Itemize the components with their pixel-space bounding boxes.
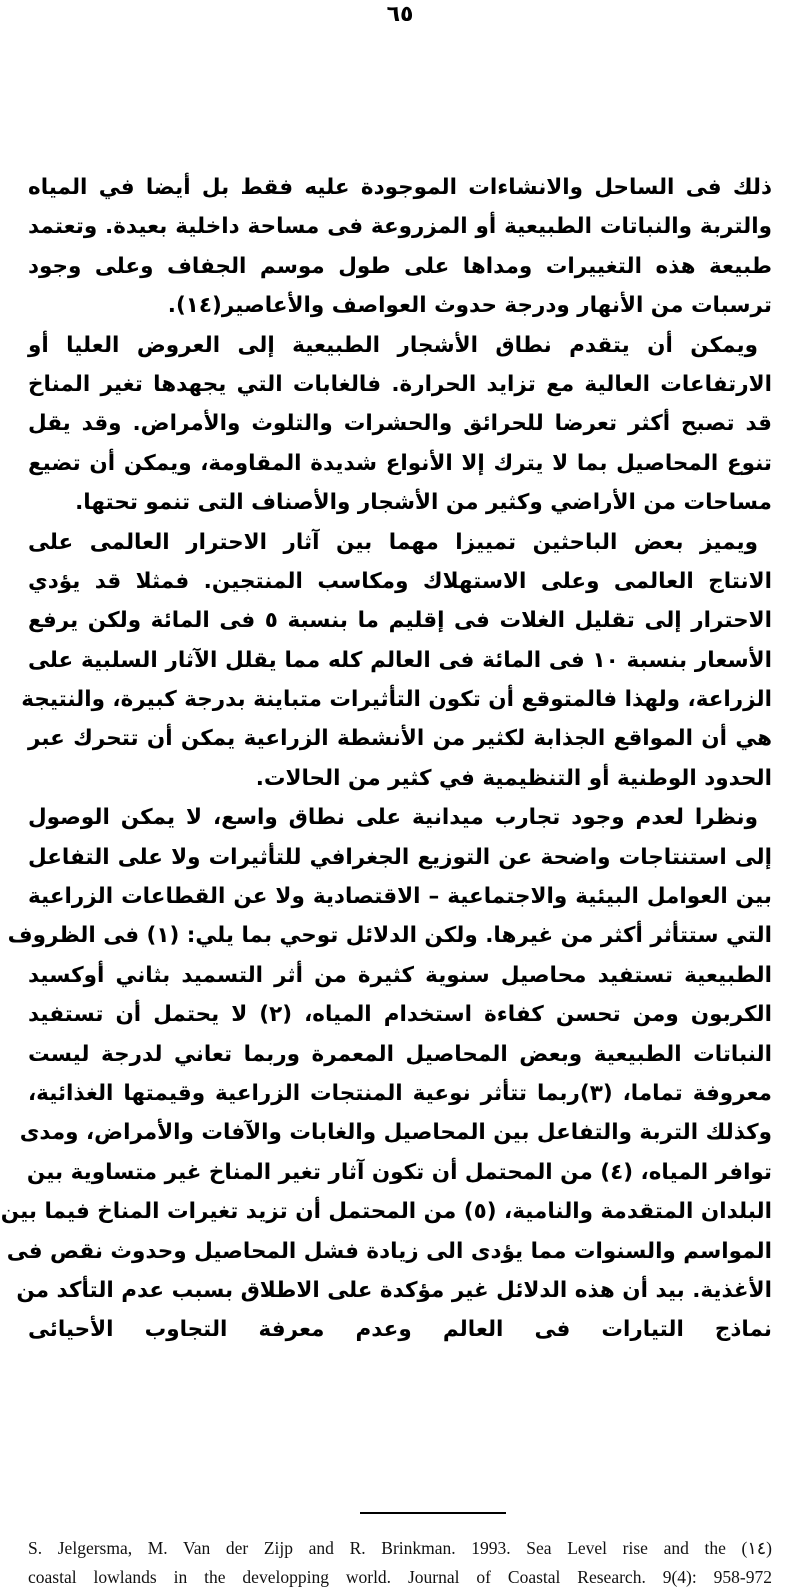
body-text: [0, 168, 773, 1350]
text-line: الحدود الوطنية أو التنظيمية في كثير من الحالات.: [255, 765, 772, 791]
text-line: التي ستتأثر أكثر من غيرها. ولكن الدلائل توحي بما يلي: (١) فى الظروف: [7, 923, 772, 949]
text-line: الطبيعية تستفيد محاصيل سنوية كثيرة من أثر التسميد بثاني أوكسيد: [28, 962, 772, 988]
text-line: المواسم والسنوات مما يؤدى الى زيادة فشل المحاصيل وحدوث نقص فى: [6, 1238, 772, 1264]
text-line: الانتاج العالمى وعلى الاستهلاك ومكاسب المنتجين. فمثلا قد يؤدي: [28, 568, 772, 594]
text-line: والتربة والنباتات الطبيعية أو المزروعة فى مساحة داخلية بعيدة. وتعتمد: [28, 214, 772, 240]
text-line: إلى استنتاجات واضحة عن التوزيع الجغرافي للتأثيرات ولا على التفاعل: [28, 844, 772, 870]
page-number: ٦٥: [386, 2, 414, 27]
text-line: قد تصبح أكثر تعرضا للحرائق والحشرات والتلوث والأمراض. وقد يقل: [28, 411, 772, 437]
text-line: هي أن المواقع الجذابة لكثير من الأنشطة الزراعية يمكن أن تتحرك عبر: [28, 726, 772, 752]
text-line: ترسبات من الأنهار ودرجة حدوث العواصف والأعاصير(١٤).: [167, 293, 772, 319]
text-line: ونظرا لعدم وجود تجارب ميدانية على نطاق واسع، لا يمكن الوصول: [28, 805, 758, 831]
text-line: تنوع المحاصيل بما لا يترك إلا الأنواع شديدة المقاومة، ويمكن أن تضيع: [28, 450, 772, 476]
text-line: توافر المياه، (٤) من المحتمل أن تكون آثار تغير المناخ غير متساوية بين: [26, 1159, 772, 1185]
text-line: طبيعة هذه التغييرات ومداها على طول موسم الجفاف وعلى وجود: [28, 253, 772, 279]
footnote-line: coastal lowlands in the developping world. Journal of Coastal Research. 9(4): 958-972: [28, 1567, 772, 1587]
text-line: مساحات من الأراضي وكثير من الأشجار والأصناف التى تنمو تحتها.: [75, 490, 772, 516]
text-line: ويميز بعض الباحثين تمييزا مهما بين آثار الاحترار العالمى على: [28, 529, 758, 555]
text-line: الكربون ومن تحسن كفاءة استخدام المياه، (٢) لا يحتمل أن تستفيد: [28, 1002, 772, 1028]
text-line: الزراعة، ولهذا فالمتوقع أن تكون التأثيرات متباينة بدرجة كبيرة، والنتيجة: [21, 687, 772, 713]
text-line: نماذج التيارات فى العالم وعدم معرفة التجاوب الأحيائى: [28, 1317, 772, 1343]
text-line: بين العوامل البيئية والاجتماعية – الاقتصادية ولا عن القطاعات الزراعية: [28, 884, 772, 910]
footnote-line: S. Jelgersma, M. Van der Zijp and R. Brinkman. 1993. Sea Level rise and the (١٤): [28, 1538, 772, 1558]
text-line: وكذلك التربة والتفاعل بين المحاصيل والغابات والآفات والأمراض، ومدى: [19, 1120, 772, 1146]
text-line: الأغذية. بيد أن هذه الدلائل غير مؤكدة على الاطلاق بسبب عدم التأكد من: [16, 1277, 772, 1303]
text-line: الأسعار بنسبة ١٠ فى المائة فى العالم كله مما يقلل الآثار السلبية على: [28, 647, 772, 673]
footnote-divider: [360, 1512, 506, 1514]
text-line: ويمكن أن يتقدم نطاق الأشجار الطبيعية إلى العروض العليا أو: [28, 332, 758, 358]
text-line: البلدان المتقدمة والنامية، (٥) من المحتمل أن تزيد تغيرات المناخ فيما بين: [0, 1199, 772, 1225]
text-line: ذلك فى الساحل والانشاءات الموجودة عليه فقط بل أيضا في المياه: [28, 175, 772, 200]
text-line: معروفة تماما، (٣)ربما تتأثر نوعية المنتجات الزراعية وقيمتها الغذائية،: [28, 1080, 772, 1106]
text-line: النباتات الطبيعية وبعض المحاصيل المعمرة وربما تعاني لدرجة ليست: [28, 1041, 772, 1067]
text-line: الاحترار إلى تقليل الغلات فى إقليم ما بنسبة ٥ فى المائة ولكن يرفع: [28, 608, 773, 634]
text-line: الارتفاعات العالية مع تزايد الحرارة. فالغابات التي يجهدها تغير المناخ: [28, 371, 772, 397]
